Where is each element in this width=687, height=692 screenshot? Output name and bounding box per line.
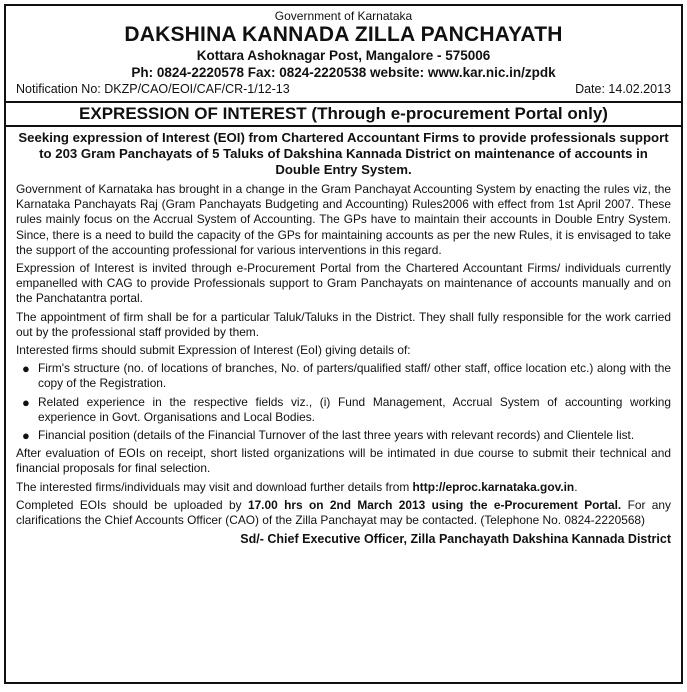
list-item bbox=[16, 395, 671, 425]
download-text: The interested firms/individuals may visit and download further details from bbox=[16, 479, 413, 494]
bullet-icon: ● bbox=[22, 361, 30, 377]
signature-line: Sd/- Chief Executive Officer, Zilla Panchayath Dakshina Kannada District bbox=[240, 532, 671, 547]
list-item bbox=[16, 361, 671, 391]
list-item bbox=[16, 428, 671, 443]
eoi-title-bar: EXPRESSION OF INTEREST (Through e-procurement Portal only) bbox=[6, 101, 681, 127]
paragraph-download bbox=[16, 480, 671, 495]
paragraph-invitation: Expression of Interest is invited through e-Procurement Portal from the Chartered Accountant Firms/ individuals currently empanelled with CAG to provide Professionals support to Gram Panchayats on maintenance of accounts manually and on the Panchatantra portal. bbox=[16, 261, 671, 306]
download-text-end: . bbox=[574, 479, 578, 494]
address-line: Kottara Ashoknagar Post, Mangalore - 575006 bbox=[196, 48, 491, 63]
bullet-icon: ● bbox=[22, 428, 30, 444]
paragraph-appointment: The appointment of firm shall be for a particular Taluk/Taluks in the District. They shall fully responsible for the work carried out by the professional staff provided by them. bbox=[16, 309, 671, 339]
deadline-text: Completed EOIs should be uploaded by bbox=[16, 497, 248, 512]
notification-number: Notification No: DKZP/CAO/EOI/CAF/CR-1/12-13 bbox=[16, 82, 290, 96]
list-item-text: Firm's structure (no. of locations of branches, No. of parters/qualified staff/ other staff, office location etc.) along with the copy of the Registration. bbox=[38, 361, 671, 391]
list-item-text: Financial position (details of the Financial Turnover of the last three years with relevant records) and Clientele list. bbox=[38, 428, 635, 443]
list-item-text: Related experience in the respective fields viz., (i) Fund Management, Accrual System of accounting working experience in Govt. Organisations and Local Bodies. bbox=[38, 394, 671, 424]
eoi-subheading: Seeking expression of Interest (EOI) from Chartered Accountant Firms to provide professionals support to 203 Gram Panchayats of 5 Taluks of Dakshina Kannada District on maintenance of accounts in Double Entry System. bbox=[18, 130, 669, 177]
paragraph-background: Government of Karnataka has brought in a change in the Gram Panchayat Accounting System by enacting the rules viz, the Karnataka Panchayats Raj (Gram Panchayats Budgeting and Accounting) Rules2006 with effect from 1st April 2007. These rules mainly focus on the Accrual System of Accounting. The GPs have to maintain their accounts in Double Entry System. Since, there is a need to build the capacity of the GPs for maintaining accounts as per the new Rules, it is envisaged to take the support of the accounting professional for various interventions in this regard. bbox=[16, 182, 671, 257]
page-title: DAKSHINA KANNADA ZILLA PANCHAYATH bbox=[124, 23, 563, 46]
eproc-link[interactable]: http://eproc.karnataka.gov.in bbox=[412, 479, 575, 494]
notice-page bbox=[4, 4, 683, 684]
bullet-icon: ● bbox=[22, 394, 30, 410]
paragraph-deadline bbox=[16, 498, 671, 528]
notification-date: Date: 14.02.2013 bbox=[575, 82, 671, 96]
contact-line: Ph: 0824-2220578 Fax: 0824-2220538 website: www.kar.nic.in/zpdk bbox=[131, 65, 556, 80]
deadline-text-end: For any clarifications the Chief Accounts Officer (CAO) of the Zilla Panchayat may be contacted. (Telephone No. 0824-2220568) bbox=[16, 497, 671, 528]
details-list bbox=[16, 361, 671, 443]
paragraph-evaluation: After evaluation of EOIs on receipt, short listed organizations will be intimated in due course to submit their technical and financial proposals for final selection. bbox=[16, 446, 671, 476]
govt-line: Government of Karnataka bbox=[274, 9, 413, 23]
paragraph-details-intro: Interested firms should submit Expression of Interest (EoI) giving details of: bbox=[16, 343, 411, 358]
deadline-bold: 17.00 hrs on 2nd March 2013 using the e-Procurement Portal. bbox=[247, 497, 622, 512]
notification-row bbox=[16, 82, 671, 97]
